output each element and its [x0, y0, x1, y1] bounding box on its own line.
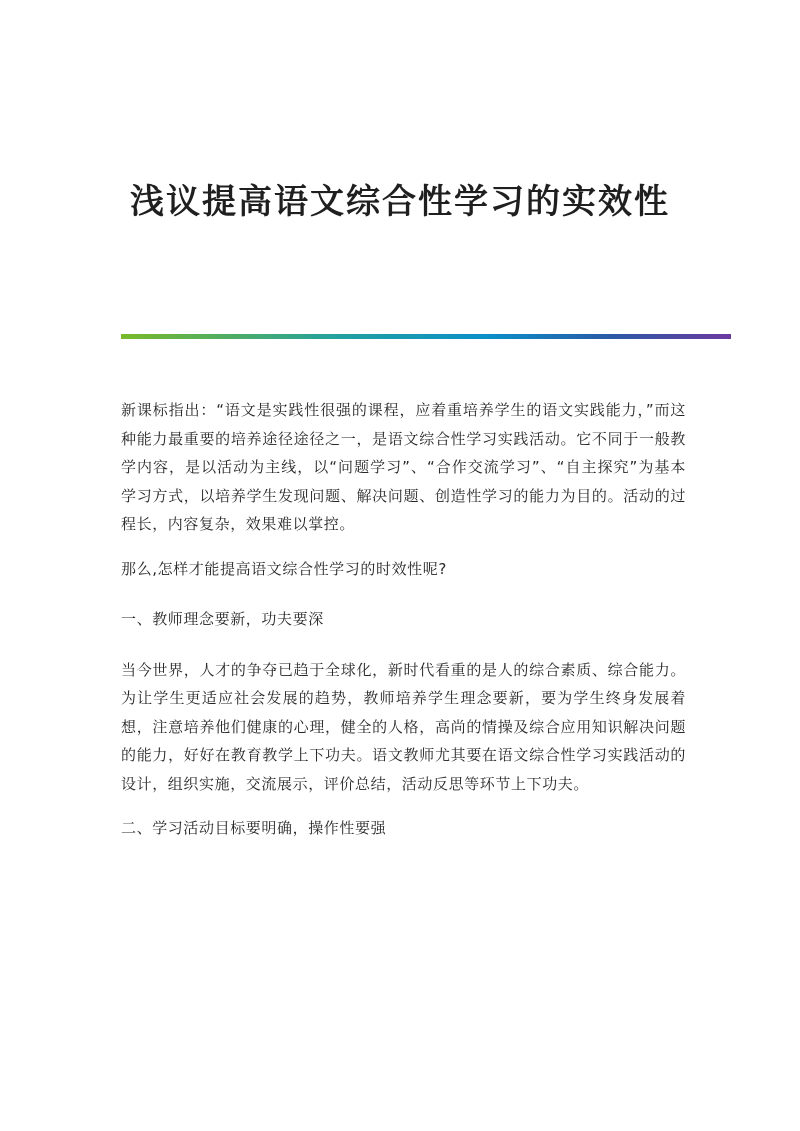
paragraph-section-1: 当今世界，人才的争夺已趋于全球化，新时代看重的是人的综合素质、综合能力。为让学生更适应社会发展的趋势，教师培养学生理念要新，要为学生终身发展着想，注意培养他们健康的心理，健全的人格，高尚的情操及综合应用知识解决问题的能力，好好在教育教学上下功夫。语文教师尤其要在语文综合性学习实践活动的设计，组织实施，交流展示，评价总结，活动反思等环节上下功夫。	[121, 660, 686, 793]
document-body	[121, 396, 686, 865]
document-title: 浅议提高语文综合性学习的实效性	[130, 182, 670, 222]
paragraph-intro: 新课标指出：“语文是实践性很强的课程，应着重培养学生的语文实践能力，”而这种能力最重要的培养途径途径之一，是语文综合性学习实践活动。它不同于一般教学内容，是以活动为主线，以“问题学习”、“合作交流学习”、“自主探究”为基本学习方式，以培养学生发现问题、解决问题、创造性学习的能力为目的。活动的过程长，内容复杂，效果难以掌控。	[121, 401, 686, 533]
gradient-divider	[121, 334, 731, 339]
section-heading-1: 一、教师理念要新，功夫要深	[121, 610, 324, 628]
section-heading-2: 二、学习活动目标要明确，操作性要强	[121, 819, 387, 837]
paragraph-question: 那么,怎样才能提高语文综合性学习的时效性呢?	[121, 559, 447, 578]
